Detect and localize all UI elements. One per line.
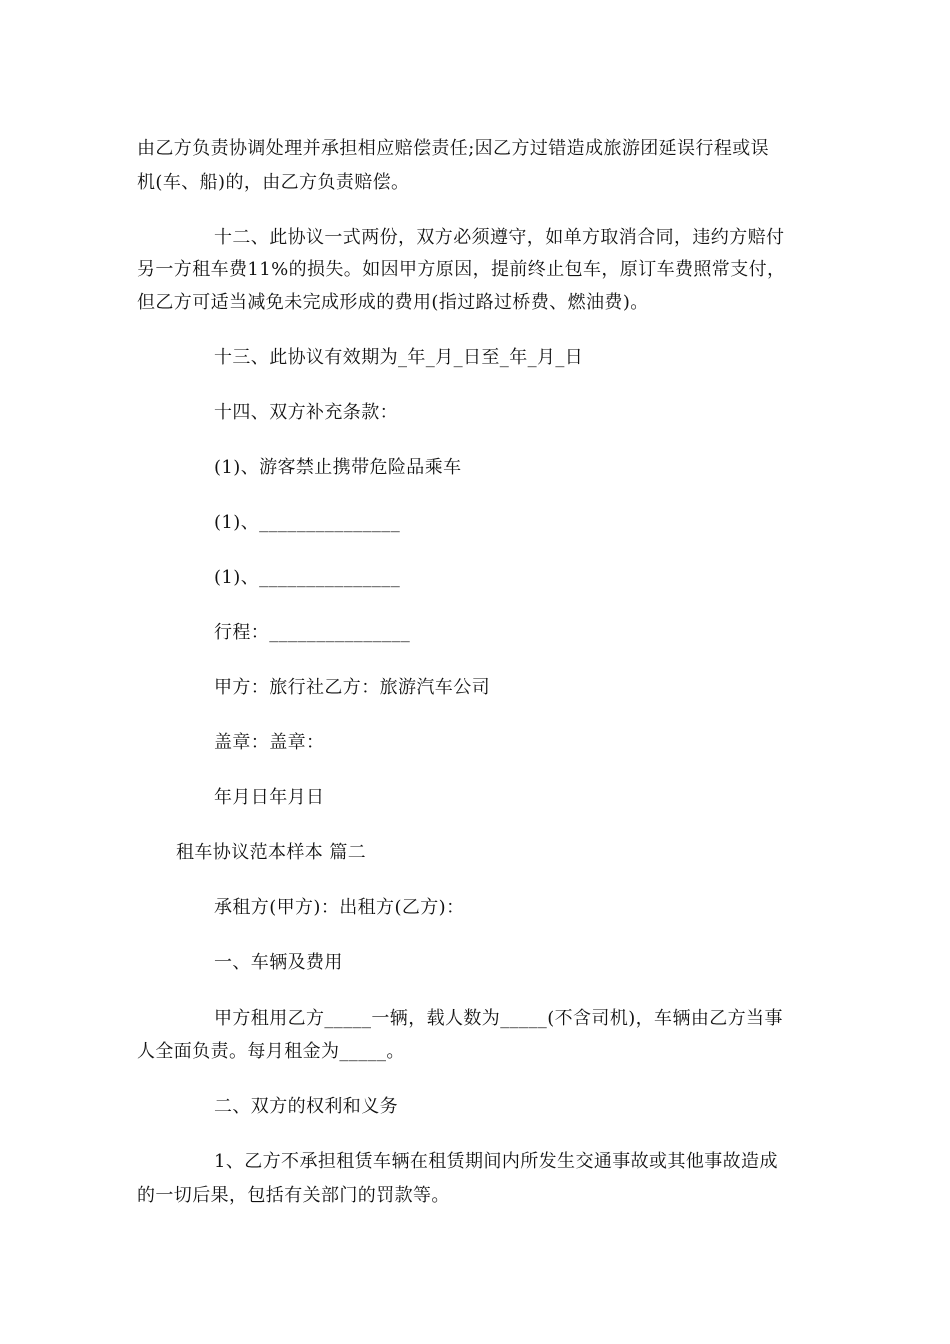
supplementary-item-2: (1)、_______________	[214, 512, 401, 533]
rights-item-1-line-1: 1、乙方不承担租赁车辆在租赁期间内所发生交通事故或其他事故造成	[214, 1151, 778, 1172]
rights-item-1-line-2: 的一切后果，包括有关部门的罚款等。	[137, 1185, 450, 1206]
supplementary-item-1: (1)、游客禁止携带危险品乘车	[214, 457, 462, 478]
seal-line: 盖章：盖章：	[214, 732, 325, 753]
section-title: 租车协议范本样本 篇二	[176, 842, 367, 863]
paragraph-11-line-2: 机(车、船)的，由乙方负责赔偿。	[137, 172, 410, 193]
clause-12-line-3: 但乙方可适当减免未完成形成的费用(指过路过桥费、燃油费)。	[137, 292, 649, 313]
parties-line: 甲方：旅行社乙方：旅游汽车公司	[214, 677, 490, 698]
itinerary-line: 行程：_______________	[214, 622, 411, 643]
clause-13: 十三、此协议有效期为_年_月_日至_年_月_日	[214, 347, 584, 368]
date-line: 年月日年月日	[214, 787, 325, 808]
paragraph-11-line-1: 由乙方负责协调处理并承担相应赔偿责任;因乙方过错造成旅游团延误行程或误	[137, 138, 770, 159]
vehicle-fee-line-2: 人全面负责。每月租金为_____。	[137, 1041, 405, 1062]
clause-12-line-2: 另一方租车费11%的损失。如因甲方原因，提前终止包车，原订车费照常支付，	[137, 259, 786, 280]
lessee-lessor-line: 承租方(甲方)：出租方(乙方)：	[214, 897, 465, 918]
vehicle-fee-line-1: 甲方租用乙方_____一辆，载人数为_____(不含司机)，车辆由乙方当事	[214, 1008, 783, 1029]
clause-12-line-1: 十二、此协议一式两份，双方必须遵守，如单方取消合同，违约方赔付	[214, 227, 785, 248]
vehicle-fee-heading: 一、车辆及费用	[214, 952, 343, 973]
supplementary-item-3: (1)、_______________	[214, 567, 401, 588]
clause-14-heading: 十四、双方补充条款：	[214, 402, 398, 423]
rights-obligations-heading: 二、双方的权利和义务	[214, 1096, 398, 1117]
